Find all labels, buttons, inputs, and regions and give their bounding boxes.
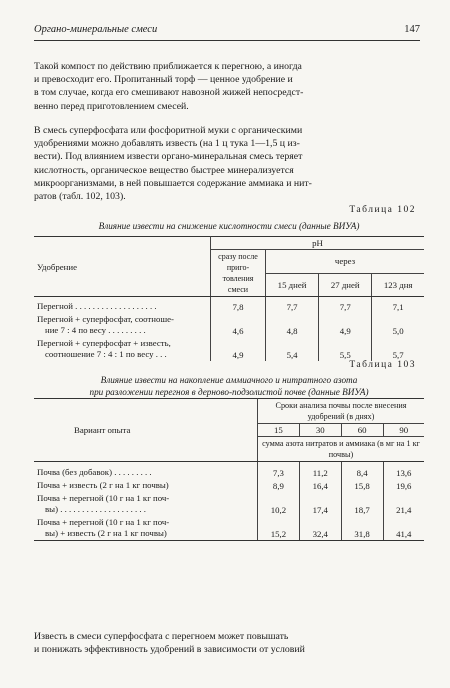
paragraph-1 bbox=[34, 60, 424, 113]
cell: 18,7 bbox=[341, 492, 383, 516]
cell: 32,4 bbox=[299, 516, 341, 541]
col-after: через bbox=[266, 250, 425, 274]
row-label: вы) + известь (2 г на 1 кг почвы) bbox=[45, 528, 167, 538]
row-label: Перегной + суперфосфат + известь, bbox=[37, 338, 171, 348]
cell: 4,8 bbox=[266, 313, 319, 337]
table-102-label: Таблица 102 bbox=[349, 205, 416, 215]
cell: 7,7 bbox=[319, 297, 372, 314]
paragraph-2 bbox=[34, 124, 424, 203]
cell: 5,7 bbox=[372, 337, 424, 361]
table-row bbox=[34, 337, 424, 361]
row-label: вы) . . . . . . . . . . . . . . . . . . . . bbox=[45, 504, 146, 514]
cell: 8,4 bbox=[341, 462, 383, 480]
table-row bbox=[34, 313, 424, 337]
col-variant: Вариант опыта bbox=[34, 399, 258, 462]
col-day: 90 bbox=[383, 424, 424, 437]
text-line: удобрениями можно добавлять известь (на 1 ц тука 1—1,5 ц из- bbox=[34, 138, 300, 150]
cell: 8,9 bbox=[258, 479, 300, 492]
text-line: венно перед приготовлением смесей. bbox=[34, 100, 189, 112]
col-period: Сроки анализа почвы после внесения удобрений (в днях) bbox=[258, 399, 425, 424]
row-label: Почва (без добавок) . . . . . . . . . bbox=[37, 467, 152, 477]
table-102 bbox=[34, 236, 424, 361]
caption-line: при разложении перегноя в дерново-подзолистой почве (данные ВИУА) bbox=[89, 387, 369, 397]
table-row bbox=[34, 462, 424, 480]
header-rule bbox=[34, 40, 420, 41]
cell: 7,7 bbox=[266, 297, 319, 314]
text-line: Такой компост по действию приближается к перегною, а иногда bbox=[34, 61, 302, 72]
cell: 5,5 bbox=[319, 337, 372, 361]
row-label: соотношение 7 : 4 : 1 по весу . . . bbox=[45, 349, 167, 359]
col-subhead: сумма азота нитратов и аммиака (в мг на 1 кг почвы) bbox=[258, 437, 425, 462]
cell: 5,4 bbox=[266, 337, 319, 361]
running-header bbox=[34, 24, 420, 38]
cell: 15,8 bbox=[341, 479, 383, 492]
row-label: ние 7 : 4 по весу . . . . . . . . . bbox=[45, 325, 146, 335]
cell: 4,6 bbox=[211, 313, 266, 337]
row-label: Почва + перегной (10 г на 1 кг поч- bbox=[37, 517, 170, 527]
paragraph-3 bbox=[34, 630, 424, 656]
page-number: 147 bbox=[404, 24, 420, 35]
cell: 13,6 bbox=[383, 462, 424, 480]
text-line: вести). Под влиянием извести органо-минеральная смесь теряет bbox=[34, 151, 303, 163]
row-label: Перегной + суперфосфат, соотноше- bbox=[37, 314, 174, 324]
cell: 15,2 bbox=[258, 516, 300, 541]
cell: 7,3 bbox=[258, 462, 300, 480]
cell: 17,4 bbox=[299, 492, 341, 516]
text-line: Известь в смеси суперфосфата с перегноем может повышать bbox=[34, 631, 289, 642]
table-row bbox=[34, 516, 424, 541]
caption-line: Влияние извести на накопление аммиачного и нитратного азота bbox=[100, 375, 358, 385]
col-ph: pH bbox=[211, 237, 425, 250]
table-row bbox=[34, 297, 424, 314]
cell: 16,4 bbox=[299, 479, 341, 492]
table-102-caption: Влияние извести на снижение кислотности смеси (данные ВИУА) bbox=[98, 221, 360, 231]
row-label: Почва + перегной (10 г на 1 кг поч- bbox=[37, 493, 170, 503]
cell: 31,8 bbox=[341, 516, 383, 541]
cell: 7,8 bbox=[211, 297, 266, 314]
table-row bbox=[34, 492, 424, 516]
section-title: Органо-минеральные смеси bbox=[34, 24, 158, 35]
cell: 21,4 bbox=[383, 492, 424, 516]
text-line: в том случае, когда его смешивают навозной жижей непосредст- bbox=[34, 87, 304, 99]
text-line: кислотность, органическое вещество быстрее минерализуется bbox=[34, 164, 294, 176]
table-103-label: Таблица 103 bbox=[349, 360, 416, 370]
cell: 11,2 bbox=[299, 462, 341, 480]
table-103 bbox=[34, 398, 424, 541]
cell: 19,6 bbox=[383, 479, 424, 492]
table-103-caption bbox=[34, 374, 424, 398]
row-label: Почва + известь (2 г на 1 кг почвы) bbox=[37, 480, 169, 490]
col-day: 27 дней bbox=[319, 273, 372, 297]
text-line: микроорганизмами, в ней повышается содержание аммиака и нит- bbox=[34, 177, 312, 189]
col-day: 123 дня bbox=[372, 273, 424, 297]
col-immediately: сразу после приго-товления смеси bbox=[211, 250, 266, 297]
col-day: 30 bbox=[299, 424, 341, 437]
cell: 4,9 bbox=[319, 313, 372, 337]
col-day: 60 bbox=[341, 424, 383, 437]
text-line: В смесь суперфосфата или фосфоритной муки с органическими bbox=[34, 125, 303, 136]
col-day: 15 дней bbox=[266, 273, 319, 297]
cell: 41,4 bbox=[383, 516, 424, 541]
col-fertilizer: Удобрение bbox=[34, 237, 211, 297]
row-label: Перегной . . . . . . . . . . . . . . . . . . . bbox=[37, 301, 157, 311]
cell: 10,2 bbox=[258, 492, 300, 516]
col-day: 15 bbox=[258, 424, 300, 437]
text-line: и превосходит его. Пропитанный торф — ценное удобрение и bbox=[34, 74, 293, 86]
cell: 4,9 bbox=[211, 337, 266, 361]
cell: 7,1 bbox=[372, 297, 424, 314]
text-line: ратов (табл. 102, 103). bbox=[34, 191, 126, 203]
table-row bbox=[34, 479, 424, 492]
cell: 5,0 bbox=[372, 313, 424, 337]
text-line: и понижать эффективность удобрений в зависимости от условий bbox=[34, 644, 305, 656]
